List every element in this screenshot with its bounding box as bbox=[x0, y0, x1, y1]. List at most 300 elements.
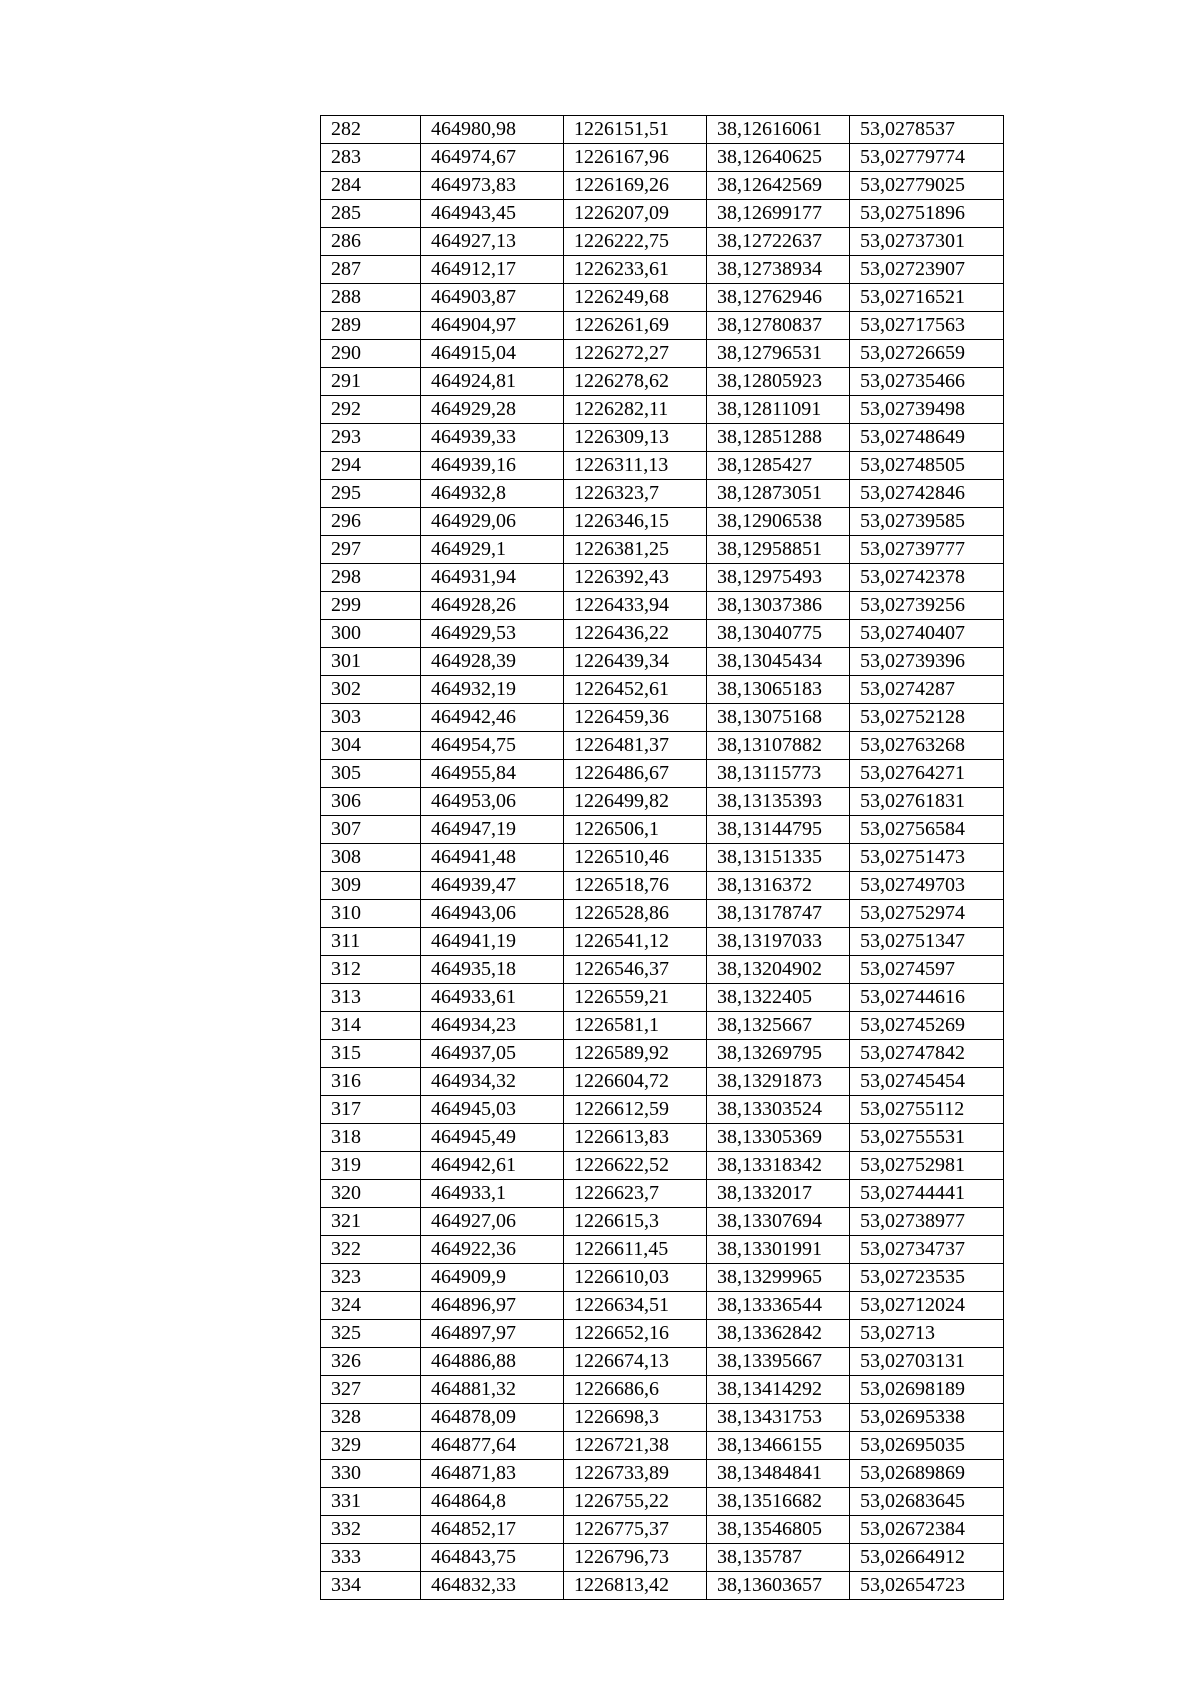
y-coordinate-cell: 1226634,51 bbox=[564, 1292, 707, 1320]
y-coordinate-cell: 1226623,7 bbox=[564, 1180, 707, 1208]
table-row bbox=[321, 592, 1004, 620]
y-coordinate-cell: 1226272,27 bbox=[564, 340, 707, 368]
y-coordinate-cell: 1226610,03 bbox=[564, 1264, 707, 1292]
table-row bbox=[321, 368, 1004, 396]
point-number-cell: 287 bbox=[321, 256, 421, 284]
coordinates-table bbox=[320, 115, 1004, 1600]
longitude-cell: 38,13204902 bbox=[707, 956, 850, 984]
point-number-cell: 324 bbox=[321, 1292, 421, 1320]
longitude-cell: 38,13362842 bbox=[707, 1320, 850, 1348]
longitude-cell: 38,13484841 bbox=[707, 1460, 850, 1488]
x-coordinate-cell: 464929,1 bbox=[421, 536, 564, 564]
latitude-cell: 53,02739498 bbox=[850, 396, 1004, 424]
table-row bbox=[321, 1572, 1004, 1600]
point-number-cell: 323 bbox=[321, 1264, 421, 1292]
longitude-cell: 38,13603657 bbox=[707, 1572, 850, 1600]
y-coordinate-cell: 1226169,26 bbox=[564, 172, 707, 200]
table-row bbox=[321, 928, 1004, 956]
y-coordinate-cell: 1226282,11 bbox=[564, 396, 707, 424]
latitude-cell: 53,02751473 bbox=[850, 844, 1004, 872]
point-number-cell: 311 bbox=[321, 928, 421, 956]
x-coordinate-cell: 464939,16 bbox=[421, 452, 564, 480]
x-coordinate-cell: 464904,97 bbox=[421, 312, 564, 340]
x-coordinate-cell: 464909,9 bbox=[421, 1264, 564, 1292]
x-coordinate-cell: 464915,04 bbox=[421, 340, 564, 368]
table-row bbox=[321, 1376, 1004, 1404]
point-number-cell: 285 bbox=[321, 200, 421, 228]
table-row bbox=[321, 536, 1004, 564]
latitude-cell: 53,02740407 bbox=[850, 620, 1004, 648]
x-coordinate-cell: 464886,88 bbox=[421, 1348, 564, 1376]
x-coordinate-cell: 464903,87 bbox=[421, 284, 564, 312]
x-coordinate-cell: 464954,75 bbox=[421, 732, 564, 760]
x-coordinate-cell: 464942,61 bbox=[421, 1152, 564, 1180]
x-coordinate-cell: 464937,05 bbox=[421, 1040, 564, 1068]
longitude-cell: 38,13197033 bbox=[707, 928, 850, 956]
latitude-cell: 53,02748505 bbox=[850, 452, 1004, 480]
x-coordinate-cell: 464864,8 bbox=[421, 1488, 564, 1516]
table-row bbox=[321, 872, 1004, 900]
latitude-cell: 53,02739585 bbox=[850, 508, 1004, 536]
latitude-cell: 53,02756584 bbox=[850, 816, 1004, 844]
table-row bbox=[321, 1348, 1004, 1376]
x-coordinate-cell: 464945,49 bbox=[421, 1124, 564, 1152]
latitude-cell: 53,02723535 bbox=[850, 1264, 1004, 1292]
x-coordinate-cell: 464878,09 bbox=[421, 1404, 564, 1432]
longitude-cell: 38,1322405 bbox=[707, 984, 850, 1012]
table-row bbox=[321, 116, 1004, 144]
x-coordinate-cell: 464932,8 bbox=[421, 480, 564, 508]
x-coordinate-cell: 464947,19 bbox=[421, 816, 564, 844]
point-number-cell: 298 bbox=[321, 564, 421, 592]
longitude-cell: 38,1325667 bbox=[707, 1012, 850, 1040]
y-coordinate-cell: 1226452,61 bbox=[564, 676, 707, 704]
latitude-cell: 53,0274597 bbox=[850, 956, 1004, 984]
latitude-cell: 53,02723907 bbox=[850, 256, 1004, 284]
table-row bbox=[321, 620, 1004, 648]
longitude-cell: 38,12780837 bbox=[707, 312, 850, 340]
y-coordinate-cell: 1226698,3 bbox=[564, 1404, 707, 1432]
latitude-cell: 53,02654723 bbox=[850, 1572, 1004, 1600]
y-coordinate-cell: 1226813,42 bbox=[564, 1572, 707, 1600]
longitude-cell: 38,12738934 bbox=[707, 256, 850, 284]
latitude-cell: 53,02747842 bbox=[850, 1040, 1004, 1068]
longitude-cell: 38,13107882 bbox=[707, 732, 850, 760]
x-coordinate-cell: 464943,45 bbox=[421, 200, 564, 228]
longitude-cell: 38,13318342 bbox=[707, 1152, 850, 1180]
longitude-cell: 38,12975493 bbox=[707, 564, 850, 592]
x-coordinate-cell: 464927,06 bbox=[421, 1208, 564, 1236]
point-number-cell: 301 bbox=[321, 648, 421, 676]
latitude-cell: 53,02712024 bbox=[850, 1292, 1004, 1320]
point-number-cell: 313 bbox=[321, 984, 421, 1012]
longitude-cell: 38,13291873 bbox=[707, 1068, 850, 1096]
y-coordinate-cell: 1226151,51 bbox=[564, 116, 707, 144]
y-coordinate-cell: 1226733,89 bbox=[564, 1460, 707, 1488]
table-row bbox=[321, 144, 1004, 172]
table-row bbox=[321, 1180, 1004, 1208]
table-row bbox=[321, 1096, 1004, 1124]
table-row bbox=[321, 1236, 1004, 1264]
point-number-cell: 283 bbox=[321, 144, 421, 172]
latitude-cell: 53,02751896 bbox=[850, 200, 1004, 228]
table-row bbox=[321, 1152, 1004, 1180]
longitude-cell: 38,13466155 bbox=[707, 1432, 850, 1460]
latitude-cell: 53,02755112 bbox=[850, 1096, 1004, 1124]
x-coordinate-cell: 464941,19 bbox=[421, 928, 564, 956]
y-coordinate-cell: 1226433,94 bbox=[564, 592, 707, 620]
table-row bbox=[321, 424, 1004, 452]
point-number-cell: 310 bbox=[321, 900, 421, 928]
longitude-cell: 38,13431753 bbox=[707, 1404, 850, 1432]
y-coordinate-cell: 1226652,16 bbox=[564, 1320, 707, 1348]
latitude-cell: 53,02738977 bbox=[850, 1208, 1004, 1236]
latitude-cell: 53,02713 bbox=[850, 1320, 1004, 1348]
latitude-cell: 53,02698189 bbox=[850, 1376, 1004, 1404]
coordinates-table-body bbox=[321, 116, 1004, 1600]
x-coordinate-cell: 464843,75 bbox=[421, 1544, 564, 1572]
latitude-cell: 53,02664912 bbox=[850, 1544, 1004, 1572]
point-number-cell: 330 bbox=[321, 1460, 421, 1488]
point-number-cell: 316 bbox=[321, 1068, 421, 1096]
longitude-cell: 38,12722637 bbox=[707, 228, 850, 256]
longitude-cell: 38,13414292 bbox=[707, 1376, 850, 1404]
y-coordinate-cell: 1226233,61 bbox=[564, 256, 707, 284]
latitude-cell: 53,02745454 bbox=[850, 1068, 1004, 1096]
table-row bbox=[321, 1516, 1004, 1544]
longitude-cell: 38,13115773 bbox=[707, 760, 850, 788]
latitude-cell: 53,02742378 bbox=[850, 564, 1004, 592]
table-row bbox=[321, 1460, 1004, 1488]
y-coordinate-cell: 1226559,21 bbox=[564, 984, 707, 1012]
longitude-cell: 38,1332017 bbox=[707, 1180, 850, 1208]
x-coordinate-cell: 464924,81 bbox=[421, 368, 564, 396]
latitude-cell: 53,02695338 bbox=[850, 1404, 1004, 1432]
point-number-cell: 320 bbox=[321, 1180, 421, 1208]
longitude-cell: 38,13299965 bbox=[707, 1264, 850, 1292]
latitude-cell: 53,02755531 bbox=[850, 1124, 1004, 1152]
y-coordinate-cell: 1226721,38 bbox=[564, 1432, 707, 1460]
x-coordinate-cell: 464942,46 bbox=[421, 704, 564, 732]
x-coordinate-cell: 464852,17 bbox=[421, 1516, 564, 1544]
latitude-cell: 53,02764271 bbox=[850, 760, 1004, 788]
table-row bbox=[321, 340, 1004, 368]
longitude-cell: 38,12796531 bbox=[707, 340, 850, 368]
table-row bbox=[321, 816, 1004, 844]
latitude-cell: 53,02779774 bbox=[850, 144, 1004, 172]
table-row bbox=[321, 1320, 1004, 1348]
latitude-cell: 53,02716521 bbox=[850, 284, 1004, 312]
point-number-cell: 297 bbox=[321, 536, 421, 564]
point-number-cell: 295 bbox=[321, 480, 421, 508]
table-row bbox=[321, 480, 1004, 508]
table-row bbox=[321, 452, 1004, 480]
point-number-cell: 304 bbox=[321, 732, 421, 760]
y-coordinate-cell: 1226207,09 bbox=[564, 200, 707, 228]
latitude-cell: 53,02742846 bbox=[850, 480, 1004, 508]
table-row bbox=[321, 1264, 1004, 1292]
y-coordinate-cell: 1226686,6 bbox=[564, 1376, 707, 1404]
y-coordinate-cell: 1226486,67 bbox=[564, 760, 707, 788]
x-coordinate-cell: 464934,32 bbox=[421, 1068, 564, 1096]
latitude-cell: 53,02726659 bbox=[850, 340, 1004, 368]
y-coordinate-cell: 1226796,73 bbox=[564, 1544, 707, 1572]
x-coordinate-cell: 464941,48 bbox=[421, 844, 564, 872]
latitude-cell: 53,02752974 bbox=[850, 900, 1004, 928]
longitude-cell: 38,13065183 bbox=[707, 676, 850, 704]
longitude-cell: 38,13395667 bbox=[707, 1348, 850, 1376]
latitude-cell: 53,02752981 bbox=[850, 1152, 1004, 1180]
longitude-cell: 38,12958851 bbox=[707, 536, 850, 564]
table-row bbox=[321, 844, 1004, 872]
longitude-cell: 38,1316372 bbox=[707, 872, 850, 900]
y-coordinate-cell: 1226311,13 bbox=[564, 452, 707, 480]
y-coordinate-cell: 1226674,13 bbox=[564, 1348, 707, 1376]
y-coordinate-cell: 1226755,22 bbox=[564, 1488, 707, 1516]
latitude-cell: 53,02689869 bbox=[850, 1460, 1004, 1488]
y-coordinate-cell: 1226261,69 bbox=[564, 312, 707, 340]
longitude-cell: 38,13135393 bbox=[707, 788, 850, 816]
table-row bbox=[321, 956, 1004, 984]
x-coordinate-cell: 464939,47 bbox=[421, 872, 564, 900]
longitude-cell: 38,12699177 bbox=[707, 200, 850, 228]
latitude-cell: 53,02744441 bbox=[850, 1180, 1004, 1208]
longitude-cell: 38,12811091 bbox=[707, 396, 850, 424]
y-coordinate-cell: 1226436,22 bbox=[564, 620, 707, 648]
latitude-cell: 53,02751347 bbox=[850, 928, 1004, 956]
y-coordinate-cell: 1226481,37 bbox=[564, 732, 707, 760]
table-row bbox=[321, 900, 1004, 928]
longitude-cell: 38,13178747 bbox=[707, 900, 850, 928]
x-coordinate-cell: 464931,94 bbox=[421, 564, 564, 592]
latitude-cell: 53,02739396 bbox=[850, 648, 1004, 676]
latitude-cell: 53,02748649 bbox=[850, 424, 1004, 452]
table-row bbox=[321, 564, 1004, 592]
point-number-cell: 331 bbox=[321, 1488, 421, 1516]
latitude-cell: 53,02749703 bbox=[850, 872, 1004, 900]
y-coordinate-cell: 1226775,37 bbox=[564, 1516, 707, 1544]
longitude-cell: 38,13269795 bbox=[707, 1040, 850, 1068]
latitude-cell: 53,02737301 bbox=[850, 228, 1004, 256]
table-row bbox=[321, 396, 1004, 424]
y-coordinate-cell: 1226459,36 bbox=[564, 704, 707, 732]
point-number-cell: 302 bbox=[321, 676, 421, 704]
latitude-cell: 53,0278537 bbox=[850, 116, 1004, 144]
longitude-cell: 38,12640625 bbox=[707, 144, 850, 172]
y-coordinate-cell: 1226346,15 bbox=[564, 508, 707, 536]
point-number-cell: 309 bbox=[321, 872, 421, 900]
x-coordinate-cell: 464877,64 bbox=[421, 1432, 564, 1460]
y-coordinate-cell: 1226167,96 bbox=[564, 144, 707, 172]
longitude-cell: 38,13303524 bbox=[707, 1096, 850, 1124]
point-number-cell: 284 bbox=[321, 172, 421, 200]
longitude-cell: 38,12805923 bbox=[707, 368, 850, 396]
x-coordinate-cell: 464912,17 bbox=[421, 256, 564, 284]
point-number-cell: 306 bbox=[321, 788, 421, 816]
x-coordinate-cell: 464955,84 bbox=[421, 760, 564, 788]
latitude-cell: 53,02683645 bbox=[850, 1488, 1004, 1516]
point-number-cell: 296 bbox=[321, 508, 421, 536]
latitude-cell: 53,02695035 bbox=[850, 1432, 1004, 1460]
longitude-cell: 38,13040775 bbox=[707, 620, 850, 648]
y-coordinate-cell: 1226309,13 bbox=[564, 424, 707, 452]
x-coordinate-cell: 464871,83 bbox=[421, 1460, 564, 1488]
point-number-cell: 322 bbox=[321, 1236, 421, 1264]
longitude-cell: 38,13037386 bbox=[707, 592, 850, 620]
y-coordinate-cell: 1226622,52 bbox=[564, 1152, 707, 1180]
y-coordinate-cell: 1226528,86 bbox=[564, 900, 707, 928]
table-row bbox=[321, 200, 1004, 228]
point-number-cell: 319 bbox=[321, 1152, 421, 1180]
table-row bbox=[321, 1012, 1004, 1040]
table-row bbox=[321, 1208, 1004, 1236]
longitude-cell: 38,13336544 bbox=[707, 1292, 850, 1320]
longitude-cell: 38,13301991 bbox=[707, 1236, 850, 1264]
table-row bbox=[321, 676, 1004, 704]
y-coordinate-cell: 1226249,68 bbox=[564, 284, 707, 312]
latitude-cell: 53,02745269 bbox=[850, 1012, 1004, 1040]
table-row bbox=[321, 172, 1004, 200]
latitude-cell: 53,02744616 bbox=[850, 984, 1004, 1012]
x-coordinate-cell: 464945,03 bbox=[421, 1096, 564, 1124]
point-number-cell: 318 bbox=[321, 1124, 421, 1152]
table-row bbox=[321, 1488, 1004, 1516]
x-coordinate-cell: 464928,26 bbox=[421, 592, 564, 620]
longitude-cell: 38,12906538 bbox=[707, 508, 850, 536]
y-coordinate-cell: 1226541,12 bbox=[564, 928, 707, 956]
table-row bbox=[321, 312, 1004, 340]
x-coordinate-cell: 464953,06 bbox=[421, 788, 564, 816]
x-coordinate-cell: 464922,36 bbox=[421, 1236, 564, 1264]
y-coordinate-cell: 1226392,43 bbox=[564, 564, 707, 592]
latitude-cell: 53,02763268 bbox=[850, 732, 1004, 760]
point-number-cell: 333 bbox=[321, 1544, 421, 1572]
table-row bbox=[321, 1068, 1004, 1096]
x-coordinate-cell: 464929,06 bbox=[421, 508, 564, 536]
y-coordinate-cell: 1226615,3 bbox=[564, 1208, 707, 1236]
y-coordinate-cell: 1226222,75 bbox=[564, 228, 707, 256]
longitude-cell: 38,13144795 bbox=[707, 816, 850, 844]
point-number-cell: 305 bbox=[321, 760, 421, 788]
point-number-cell: 308 bbox=[321, 844, 421, 872]
y-coordinate-cell: 1226439,34 bbox=[564, 648, 707, 676]
y-coordinate-cell: 1226323,7 bbox=[564, 480, 707, 508]
x-coordinate-cell: 464943,06 bbox=[421, 900, 564, 928]
latitude-cell: 53,02739777 bbox=[850, 536, 1004, 564]
table-row bbox=[321, 1544, 1004, 1572]
table-row bbox=[321, 228, 1004, 256]
x-coordinate-cell: 464935,18 bbox=[421, 956, 564, 984]
y-coordinate-cell: 1226612,59 bbox=[564, 1096, 707, 1124]
x-coordinate-cell: 464974,67 bbox=[421, 144, 564, 172]
point-number-cell: 303 bbox=[321, 704, 421, 732]
point-number-cell: 293 bbox=[321, 424, 421, 452]
point-number-cell: 326 bbox=[321, 1348, 421, 1376]
table-row bbox=[321, 648, 1004, 676]
point-number-cell: 327 bbox=[321, 1376, 421, 1404]
table-row bbox=[321, 760, 1004, 788]
y-coordinate-cell: 1226546,37 bbox=[564, 956, 707, 984]
point-number-cell: 282 bbox=[321, 116, 421, 144]
latitude-cell: 53,02739256 bbox=[850, 592, 1004, 620]
point-number-cell: 332 bbox=[321, 1516, 421, 1544]
x-coordinate-cell: 464929,28 bbox=[421, 396, 564, 424]
x-coordinate-cell: 464881,32 bbox=[421, 1376, 564, 1404]
table-row bbox=[321, 1404, 1004, 1432]
longitude-cell: 38,12616061 bbox=[707, 116, 850, 144]
y-coordinate-cell: 1226589,92 bbox=[564, 1040, 707, 1068]
point-number-cell: 307 bbox=[321, 816, 421, 844]
table-row bbox=[321, 788, 1004, 816]
point-number-cell: 290 bbox=[321, 340, 421, 368]
y-coordinate-cell: 1226499,82 bbox=[564, 788, 707, 816]
x-coordinate-cell: 464933,1 bbox=[421, 1180, 564, 1208]
point-number-cell: 325 bbox=[321, 1320, 421, 1348]
latitude-cell: 53,02703131 bbox=[850, 1348, 1004, 1376]
longitude-cell: 38,13516682 bbox=[707, 1488, 850, 1516]
point-number-cell: 292 bbox=[321, 396, 421, 424]
x-coordinate-cell: 464934,23 bbox=[421, 1012, 564, 1040]
point-number-cell: 314 bbox=[321, 1012, 421, 1040]
table-row bbox=[321, 704, 1004, 732]
table-row bbox=[321, 1292, 1004, 1320]
point-number-cell: 321 bbox=[321, 1208, 421, 1236]
y-coordinate-cell: 1226510,46 bbox=[564, 844, 707, 872]
x-coordinate-cell: 464933,61 bbox=[421, 984, 564, 1012]
longitude-cell: 38,13546805 bbox=[707, 1516, 850, 1544]
longitude-cell: 38,13305369 bbox=[707, 1124, 850, 1152]
longitude-cell: 38,13151335 bbox=[707, 844, 850, 872]
y-coordinate-cell: 1226604,72 bbox=[564, 1068, 707, 1096]
longitude-cell: 38,135787 bbox=[707, 1544, 850, 1572]
x-coordinate-cell: 464929,53 bbox=[421, 620, 564, 648]
latitude-cell: 53,02761831 bbox=[850, 788, 1004, 816]
point-number-cell: 328 bbox=[321, 1404, 421, 1432]
table-row bbox=[321, 284, 1004, 312]
latitude-cell: 53,02672384 bbox=[850, 1516, 1004, 1544]
x-coordinate-cell: 464897,97 bbox=[421, 1320, 564, 1348]
x-coordinate-cell: 464832,33 bbox=[421, 1572, 564, 1600]
longitude-cell: 38,12642569 bbox=[707, 172, 850, 200]
x-coordinate-cell: 464939,33 bbox=[421, 424, 564, 452]
latitude-cell: 53,02752128 bbox=[850, 704, 1004, 732]
longitude-cell: 38,12851288 bbox=[707, 424, 850, 452]
x-coordinate-cell: 464973,83 bbox=[421, 172, 564, 200]
latitude-cell: 53,02779025 bbox=[850, 172, 1004, 200]
y-coordinate-cell: 1226611,45 bbox=[564, 1236, 707, 1264]
latitude-cell: 53,02717563 bbox=[850, 312, 1004, 340]
x-coordinate-cell: 464980,98 bbox=[421, 116, 564, 144]
longitude-cell: 38,12762946 bbox=[707, 284, 850, 312]
x-coordinate-cell: 464896,97 bbox=[421, 1292, 564, 1320]
latitude-cell: 53,0274287 bbox=[850, 676, 1004, 704]
y-coordinate-cell: 1226381,25 bbox=[564, 536, 707, 564]
longitude-cell: 38,12873051 bbox=[707, 480, 850, 508]
point-number-cell: 294 bbox=[321, 452, 421, 480]
y-coordinate-cell: 1226278,62 bbox=[564, 368, 707, 396]
longitude-cell: 38,1285427 bbox=[707, 452, 850, 480]
point-number-cell: 317 bbox=[321, 1096, 421, 1124]
x-coordinate-cell: 464928,39 bbox=[421, 648, 564, 676]
longitude-cell: 38,13045434 bbox=[707, 648, 850, 676]
table-row bbox=[321, 732, 1004, 760]
table-row bbox=[321, 1040, 1004, 1068]
table-row bbox=[321, 984, 1004, 1012]
x-coordinate-cell: 464932,19 bbox=[421, 676, 564, 704]
table-row bbox=[321, 1124, 1004, 1152]
latitude-cell: 53,02735466 bbox=[850, 368, 1004, 396]
y-coordinate-cell: 1226518,76 bbox=[564, 872, 707, 900]
